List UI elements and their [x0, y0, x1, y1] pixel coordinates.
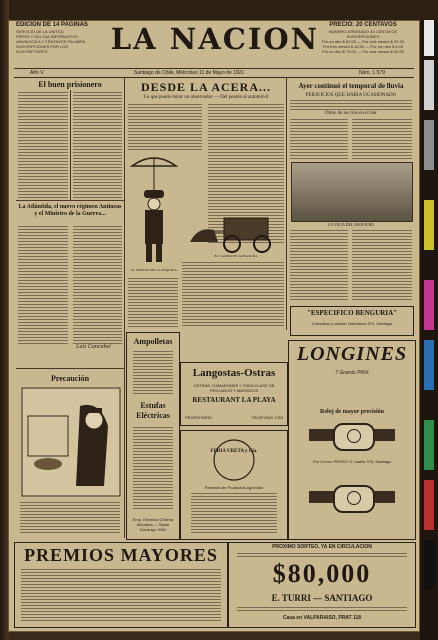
- illustration-garbage-cart: [184, 212, 284, 254]
- ad-sorteo-footer: Casa en VALPARAISO, PRAT 118: [282, 615, 362, 621]
- ad-longines-title: LONGINES: [296, 343, 408, 365]
- ad-langostas-title: Langostas-Ostras: [192, 367, 276, 379]
- right-box-line: Por un año $ 60.00 — Por seis meses $ 32.00: [321, 39, 405, 44]
- illustration-policeman: [128, 152, 180, 270]
- dateline-date: Santiago de Chile, Miércoles 11 de Mayo de 1921: [134, 70, 245, 76]
- section-divider: [16, 200, 124, 201]
- ad-langostas-sub: OSTRAS, CAMARONES Y TODA CLASE DE PESCADOS Y MARISCOS: [193, 383, 275, 393]
- calibration-swatch: [424, 280, 434, 330]
- caption-carro: EL CARRO DE LA BASURA: [214, 254, 258, 258]
- calibration-swatch: [424, 540, 434, 590]
- ad-feria-title: FERIA URETA y Cía.: [210, 449, 258, 454]
- ad-sorteo-amount: $80,000: [272, 559, 372, 588]
- right-box-line: NUMERO ATRASADO 40 CENTAVOS: [328, 29, 398, 34]
- ad-body: [133, 427, 173, 511]
- calibration-swatch: [424, 20, 434, 56]
- ad-longines-footer: Por Correo PEDRO O Casilla 376, Santiago: [312, 459, 392, 464]
- watch-icon: [333, 423, 375, 451]
- article-body: [73, 92, 122, 198]
- photo-caption-vega: LA VEGA DEL MAPOCHO: [327, 222, 375, 227]
- left-box-line: PRESS Y DEL DIA INFORMATIVO: [16, 34, 79, 39]
- ad-bengurio-text: Consultas y ventas: Huérfanos 879, Santiago: [311, 321, 393, 326]
- calibration-swatch: [424, 60, 434, 110]
- article-body: [182, 262, 284, 328]
- calibration-swatch: [424, 120, 434, 170]
- ad-sorteo-heading: PROXIMO SORTEO, YA EN CIRCULACION: [272, 544, 372, 550]
- article-subtitle-lluvia: PERJUICIOS QUE HABIA OCASIONADO: [305, 93, 397, 98]
- ad-prize-list: [21, 569, 221, 623]
- article-body: [290, 230, 348, 302]
- price-heading: PRECIO: 20 CENTAVOS: [329, 22, 397, 28]
- ad-langostas: [180, 362, 288, 426]
- calibration-swatch: [424, 480, 434, 530]
- right-box-line: Por tres meses $ 16.00 — Por un mes $ 6.00: [322, 44, 404, 49]
- article-subtitle2-lluvia: Otros de los ríos en el Sur: [325, 111, 377, 116]
- caption-sereno: EL SERENO DE LA ESQUINA: [131, 268, 177, 272]
- dateline-number: Núm. 1.579: [359, 70, 385, 76]
- ad-feria-text: Remates de Productos Agrícolas: [204, 485, 264, 490]
- masthead-right-box: [316, 22, 410, 68]
- ad-feria: [180, 430, 288, 540]
- calibration-swatch: [424, 420, 434, 470]
- left-box-line: SUSCRIPTORES: [16, 49, 48, 54]
- calibration-swatch: [424, 200, 434, 250]
- scan-top-border: [0, 0, 438, 20]
- ad-body: [237, 607, 407, 613]
- left-box-line: SUSCRIPCIONES POR LOS: [16, 44, 69, 49]
- column-rule: [286, 78, 287, 330]
- ad-longines-tagline: Reloj de mayor precisión: [320, 409, 384, 415]
- ad-ampolletas-footer: Emp. Eléctrica Chilena Alemana — Santo Domingo 1060: [132, 517, 174, 532]
- right-box-line: Por un año $ 75.00 — Por seis meses $ 40.00: [321, 49, 405, 54]
- photo-vega: [291, 162, 413, 222]
- article-title-prisionero: El buen prisionero: [38, 80, 102, 89]
- masthead-title: LA NACION: [110, 22, 320, 56]
- color-calibration-strip: [420, 20, 438, 640]
- article-title-acera: DESDE LA ACERA...: [140, 80, 272, 94]
- ad-feria-seal: [211, 437, 257, 483]
- article-title-atlantida: La Atlántida, el nuevo régimen Antineas y el Ministro de la Guerra...: [18, 204, 122, 217]
- calibration-swatch: [424, 340, 434, 390]
- ad-estufas-title: Estufas Eléctricas: [136, 401, 170, 420]
- ad-langostas-footer-left: PROPIETARIO: [185, 415, 213, 420]
- right-box-line: SUSCRIPCIONES: [346, 34, 380, 39]
- article-body: [18, 226, 68, 344]
- article-body: [290, 119, 348, 159]
- ad-body: [133, 351, 173, 395]
- cartoon-precaucion: [20, 386, 122, 498]
- ad-sorteo-seller: E. TURRI — SANTIAGO: [271, 593, 373, 603]
- left-box-line: SERVICIO DE LA UNITED: [16, 29, 64, 34]
- article-body: [352, 119, 412, 159]
- ad-bengurio: [290, 306, 414, 336]
- article-signature: Luis Cancabel: [76, 344, 111, 350]
- ad-longines-badge: 7 Grands PRIX: [335, 370, 369, 376]
- cartoon-title-precaucion: Precaución: [50, 374, 90, 383]
- dateline-year: Año V: [30, 70, 44, 76]
- column-rule: [124, 78, 125, 538]
- column-rule: [70, 90, 71, 200]
- article-body: [290, 100, 412, 110]
- article-body: [128, 104, 202, 152]
- article-subtitle-acera: Lo que puede mirar un observador — Del peatón al automóvil: [143, 95, 269, 100]
- dateline: [14, 68, 414, 78]
- ad-ampolletas: [126, 332, 180, 540]
- article-body: [128, 278, 178, 328]
- ad-premios-title: PREMIOS MAYORES: [24, 545, 218, 565]
- section-divider: [16, 368, 124, 369]
- ad-premios: [14, 542, 228, 628]
- cartoon-caption: [20, 502, 120, 534]
- masthead-left-box: [16, 22, 110, 68]
- ad-langostas-name: RESTAURANT LA PLAYA: [192, 396, 276, 404]
- article-title-lluvia: Ayer continuó el temporal de lluvia: [298, 82, 404, 90]
- left-box-heading: EDICION DE 14 PAGINAS: [16, 22, 88, 28]
- ad-langostas-footer-right: TELEFONO 1769: [251, 415, 283, 420]
- ad-ampolletas-title: Ampolletas: [133, 337, 173, 346]
- article-body: [18, 92, 68, 198]
- ad-longines: [288, 340, 416, 540]
- article-body: [352, 230, 412, 302]
- ad-bengurio-title: "ESPECIFICO BENGURIA": [306, 309, 398, 317]
- ad-sorteo: [228, 542, 416, 628]
- left-box-line: ANUNCIOS A 2 CENTAVOS PALABRA: [16, 39, 86, 44]
- article-body: [73, 226, 122, 344]
- ad-body: [191, 493, 277, 533]
- watch-icon: [333, 485, 375, 513]
